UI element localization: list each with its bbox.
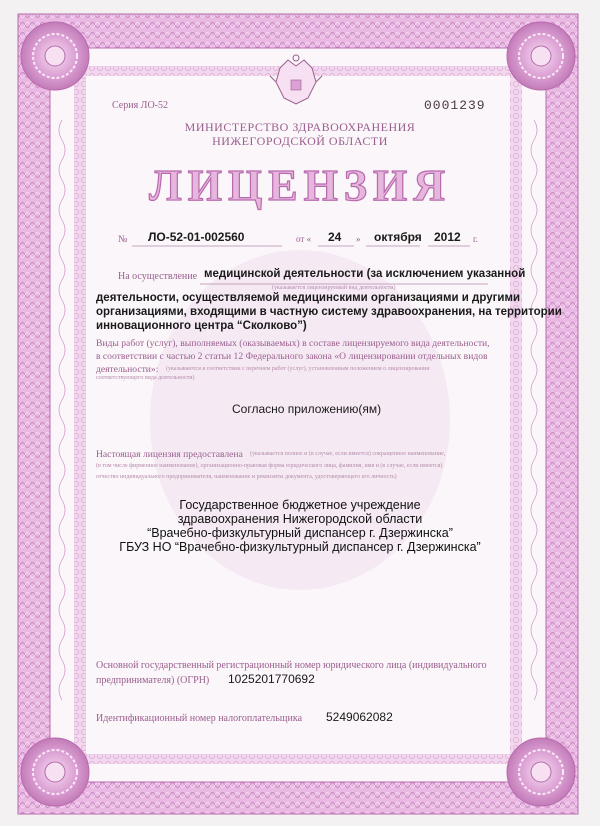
day-suffix: » bbox=[356, 234, 361, 244]
series-label: Серия ЛО-52 bbox=[112, 100, 169, 111]
licensee-caption1: (указывается полное и (в случае, если имеется) сокращенное наименование, bbox=[250, 451, 446, 457]
serial-number: 0001239 bbox=[424, 98, 486, 113]
activity-value-line2: деятельности, осуществляемой медицинскими организациями и другими bbox=[96, 292, 521, 304]
license-year: 2012 bbox=[434, 230, 461, 244]
works-line1: Виды работ (услуг), выполняемых (оказываемых) в составе лицензируемого вида деятельности, bbox=[96, 338, 490, 349]
ministry-line1: МИНИСТЕРСТВО ЗДРАВООХРАНЕНИЯ bbox=[184, 120, 416, 134]
year-suffix: г. bbox=[473, 234, 478, 244]
license-day: 24 bbox=[328, 230, 342, 244]
works-line2: в соответствии с частью 2 статьи 12 Федерального закона «О лицензировании отдельных видов bbox=[96, 351, 488, 362]
number-prefix: № bbox=[118, 234, 128, 245]
activity-label: На осуществление bbox=[118, 271, 198, 282]
license-month: октября bbox=[374, 230, 422, 244]
licensee-intro: Настоящая лицензия предоставлена bbox=[96, 449, 243, 460]
ogrn-value: 1025201770692 bbox=[228, 672, 315, 686]
licensee-name-line4: ГБУЗ НО “Врачебно-физкультурный диспансер г. Дзержинска” bbox=[119, 540, 481, 554]
licensee-caption2: (в том числе фирменное наименование), организационно-правовая форма юридического лица, фамилия, имя и (в случае, если имеется) bbox=[96, 463, 443, 469]
activity-value-line4: инновационного центра “Сколково”) bbox=[96, 320, 307, 332]
activity-caption: (указывается лицензируемый вид деятельности) bbox=[272, 285, 396, 291]
document-title: ЛИЦЕНЗИЯ bbox=[148, 161, 452, 210]
license-number: ЛО-52-01-002560 bbox=[148, 230, 245, 244]
ogrn-label-line2: предпринимателя) (ОГРН) bbox=[96, 675, 210, 686]
works-caption2: соответствующего вида деятельности) bbox=[96, 375, 195, 381]
activity-value-line1: медицинской деятельности (за исключением указанной bbox=[204, 268, 526, 280]
licensee-name-line3: “Врачебно-физкультурный диспансер г. Дзержинска” bbox=[147, 526, 453, 540]
licensee-name-line1: Государственное бюджетное учреждение bbox=[179, 498, 421, 512]
licensee-caption3: отчество индивидуального предпринимателя, наименование и реквизиты документа, удостоверяющего его личность) bbox=[96, 474, 397, 480]
inn-label: Идентификационный номер налогоплательщика bbox=[96, 713, 303, 724]
works-value: Согласно приложению(ям) bbox=[232, 402, 382, 416]
works-line3: деятельности»: bbox=[96, 364, 159, 375]
inn-value: 5249062082 bbox=[326, 710, 393, 724]
ogrn-label-line1: Основной государственный регистрационный номер юридического лица (индивидуального bbox=[96, 660, 487, 671]
activity-value-line3: организациями, входящими в частную систему здравоохранения, на территории bbox=[96, 306, 562, 318]
ministry-line2: НИЖЕГОРОДСКОЙ ОБЛАСТИ bbox=[212, 134, 388, 148]
licensee-name-line2: здравоохранения Нижегородской области bbox=[177, 512, 423, 526]
works-caption1: (указываются в соответствии с перечнем работ (услуг), установленным положением о лицензировании bbox=[166, 366, 430, 372]
date-prefix: от « bbox=[296, 234, 312, 244]
